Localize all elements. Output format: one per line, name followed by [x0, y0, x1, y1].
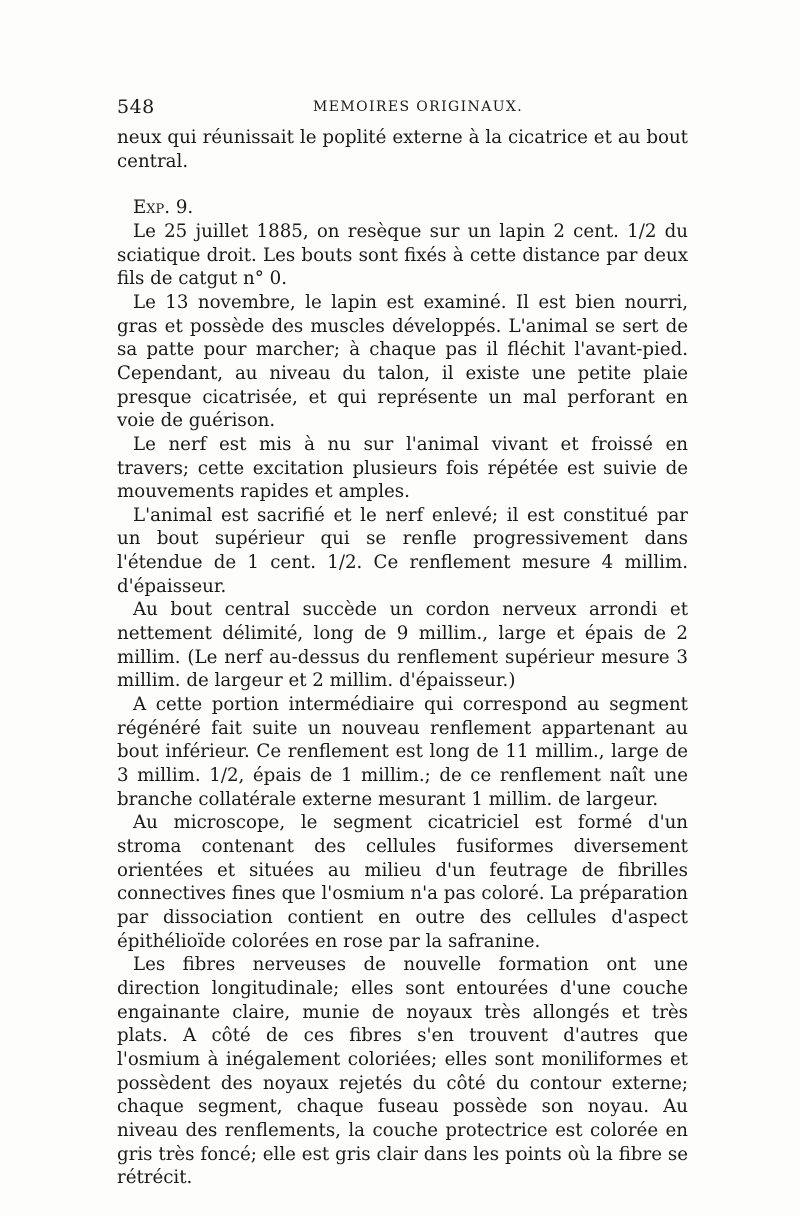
paragraph-5: Au bout central succède un cordon nerveux arrondi et nettement délimité, long de 9 millim., large et épais de 2 millim. (Le nerf au-dessus du renflement supérieur mesure 3 millim. de largeur et 2 millim. d'épaisseur.)	[117, 599, 688, 692]
page-header	[117, 96, 687, 122]
continuation-line: neux qui réunissait le poplité externe à la cicatrice et au bout central.	[117, 127, 688, 172]
experiment-title	[117, 173, 688, 220]
paragraph-4: L'animal est sacrifié et le nerf enlevé; il est constitué par un bout supérieur qui se renfle progressivement dans l'étendue de 1 cent. 1/2. Ce renflement mesure 4 millim. d'épaisseur.	[117, 504, 688, 597]
paragraph-3: Le nerf est mis à nu sur l'animal vivant et froissé en travers; cette excitation plusieurs fois répétée est suivie de mouvements rapides et amples.	[117, 433, 688, 503]
paragraph-8: Les fibres nerveuses de nouvelle formation ont une direction longitudinale; elles sont entourées d'une couche engainante claire, munie de noyaux très allongés et très plats. A côté de ces fibres s'en trouvent d'autres que l'osmium à inégalement coloriées; elles sont moniliformes et possèdent des noyaux rejetés du côté du contour externe; chaque segment, chaque fuseau possède son noyau. Au niveau des renflements, la couche protectrice est colorée en gris très foncé; elle est gris clair dans les points où la fibre se rétrécit.	[117, 954, 688, 1189]
page-number: 548	[117, 96, 155, 118]
paragraph-7: Au microscope, le segment cicatriciel est formé d'un stroma contenant des cellules fusiformes diversement orientées et situées au milieu d'un feutrage de fibrilles connectives fines que l'osmium n'a pas coloré. La préparation par dissociation contient en outre des cellules d'aspect épithélioïde colorées en rose par la safranine.	[117, 812, 688, 952]
paragraph-2: Le 13 novembre, le lapin est examiné. Il est bien nourri, gras et possède des muscles développés. L'animal se sert de sa patte pour marcher; à chaque pas il fléchit l'avant-pied. Cependant, au niveau du talon, il existe une petite plaie presque cicatrisée, et qui représente un mal perforant en voie de guérison.	[117, 291, 688, 432]
running-head: MEMOIRES ORIGINAUX.	[313, 99, 524, 115]
paragraph-6: A cette portion intermédiaire qui correspond au segment régénéré fait suite un nouveau renflement appartenant au bout inférieur. Ce renflement est long de 11 millim., large de 3 millim. 1/2, épais de 1 millim.; de ce renflement naît une branche collatérale externe mesurant 1 millim. de largeur.	[117, 694, 688, 810]
experiment-label: Exp. 9.	[133, 197, 194, 219]
paragraph-1: Le 25 juillet 1885, on resèque sur un lapin 2 cent. 1/2 du sciatique droit. Les bouts sont fixés à cette distance par deux fils de catgut n° 0.	[117, 220, 688, 290]
body-text	[117, 126, 688, 1190]
